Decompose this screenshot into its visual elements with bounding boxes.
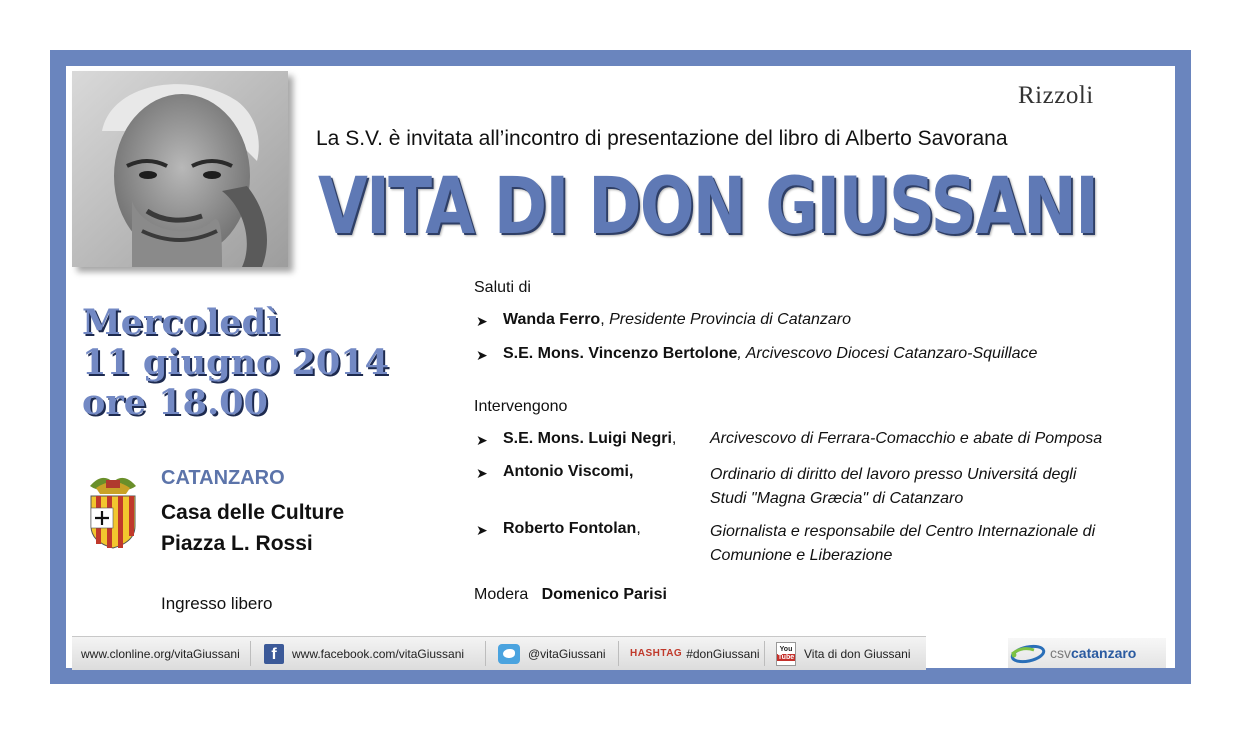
speakers-heading: Intervengono bbox=[474, 398, 568, 415]
divider bbox=[485, 641, 486, 666]
bullet-arrow-icon: ➤ bbox=[476, 432, 488, 448]
publisher-logo: Rizzoli bbox=[1018, 82, 1094, 109]
youtube-link[interactable]: You Tube Vita di don Giussani bbox=[776, 637, 911, 670]
entry-note: Ingresso libero bbox=[161, 594, 273, 613]
greeting-item: S.E. Mons. Vincenzo Bertolone, Arcivescovo Diocesi Catanzaro-Squillace bbox=[503, 345, 1038, 362]
facebook-link[interactable]: f www.facebook.com/vitaGiussani bbox=[264, 637, 464, 670]
person-name: S.E. Mons. Vincenzo Bertolone bbox=[503, 345, 738, 362]
bullet-arrow-icon: ➤ bbox=[476, 465, 488, 481]
facebook-icon: f bbox=[264, 644, 284, 664]
venue-address: Piazza L. Rossi bbox=[161, 532, 313, 555]
portrait-photo bbox=[72, 71, 288, 267]
divider bbox=[764, 641, 765, 666]
moderator bbox=[474, 586, 667, 604]
divider bbox=[250, 641, 251, 666]
date-day: 11 giugno 2014 bbox=[82, 342, 389, 383]
bullet-arrow-icon: ➤ bbox=[476, 313, 488, 329]
youtube-icon: You Tube bbox=[776, 642, 796, 666]
hashtag[interactable]: HASHTAG #donGiussani bbox=[630, 646, 760, 661]
speaker-role: Giornalista e responsabile del Centro Internazionale di Comunione e Liberazione bbox=[710, 523, 1096, 564]
person-role: Arcivescovo Diocesi Catanzaro-Squillace bbox=[745, 345, 1038, 362]
bullet-arrow-icon: ➤ bbox=[476, 347, 488, 363]
greeting-item: Wanda Ferro, Presidente Provincia di Catanzaro bbox=[503, 311, 851, 328]
greetings-heading: Saluti di bbox=[474, 279, 531, 296]
city-crest-icon bbox=[82, 472, 144, 550]
bullet-arrow-icon: ➤ bbox=[476, 522, 488, 538]
speaker-name: Antonio Viscomi, bbox=[503, 463, 634, 480]
venue-name: Casa delle Culture bbox=[161, 501, 345, 524]
speaker-name: Roberto Fontolan, bbox=[503, 520, 641, 537]
csv-swirl-icon bbox=[1008, 640, 1046, 666]
speaker-name: S.E. Mons. Luigi Negri, bbox=[503, 430, 677, 447]
date-weekday: Mercoledì bbox=[82, 302, 280, 343]
footer-social-bar bbox=[72, 636, 926, 670]
invite-line: La S.V. è invitata all’incontro di presentazione del libro di Alberto Savorana bbox=[316, 127, 1008, 150]
speaker-role: Ordinario di diritto del lavoro presso Universitá degli Studi "Magna Græcia" di Catanzaro bbox=[710, 466, 1077, 507]
page-title: VITA DI DON GIUSSANI bbox=[318, 160, 1098, 252]
hashtag-label: HASHTAG bbox=[630, 648, 683, 659]
speaker-role: Arcivescovo di Ferrara-Comacchio e abate di Pomposa bbox=[710, 430, 1103, 447]
venue bbox=[161, 497, 344, 559]
twitter-link[interactable]: @vitaGiussani bbox=[498, 637, 606, 670]
moderator-label: Modera bbox=[474, 586, 529, 603]
divider bbox=[618, 641, 619, 666]
person-name: Wanda Ferro bbox=[503, 311, 601, 328]
sponsor-logo bbox=[1008, 638, 1166, 668]
sponsor-name: csvcatanzaro bbox=[1050, 645, 1137, 661]
person-role: Presidente Provincia di Catanzaro bbox=[609, 311, 851, 328]
website-link[interactable]: www.clonline.org/vitaGiussani bbox=[81, 646, 240, 661]
event-date bbox=[82, 303, 389, 423]
date-time: ore 18.00 bbox=[82, 382, 268, 423]
city-name: CATANZARO bbox=[161, 467, 285, 489]
twitter-bird-icon bbox=[498, 644, 520, 664]
moderator-name: Domenico Parisi bbox=[541, 586, 667, 603]
